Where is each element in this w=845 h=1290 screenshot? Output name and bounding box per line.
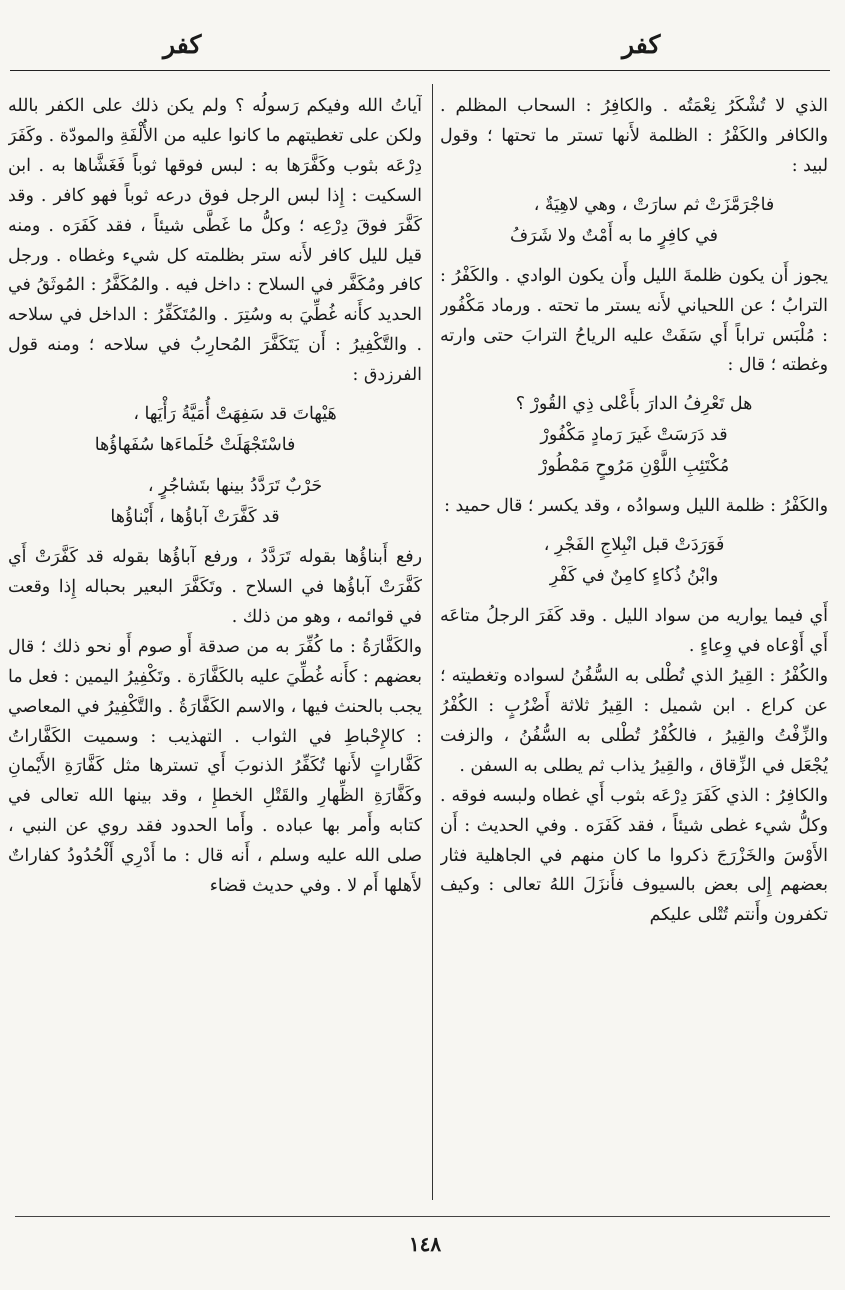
verse-block bbox=[440, 530, 828, 592]
left-column bbox=[8, 92, 422, 1202]
verse-line: هَيْهاتَ قد سَفِهَتْ أُمَيَّةُ رَأْيَها ، bbox=[133, 404, 337, 425]
verse-line: فاسْتَجْهَلَتْ حُلَماءَها سُفَهاؤُها bbox=[94, 435, 296, 456]
page-number: ١٤٨ bbox=[408, 1232, 442, 1256]
verse-line: مُكْتَئِبِ اللَّوْنِ مَرُوحٍ مَمْطُورْ bbox=[538, 456, 730, 477]
verse-line: هل تَعْرِفُ الدارَ بأَعْلى ذِي القُورْ ؟ bbox=[515, 394, 753, 415]
verse-block bbox=[440, 389, 828, 482]
paragraph: أَي فيما يواريه من سواد الليل . وقد كَفَرَ الرجلُ متاعَه أَي أَوْعاه في وِعاءٍ . bbox=[440, 606, 828, 657]
verse-line: قد دَرَسَتْ غَيرَ رَمادٍ مَكْفُورْ bbox=[540, 425, 728, 446]
paragraph: رفع أَبناؤُها بقوله تَرَدَّدُ ، ورفع آباؤُها بقوله قد كَفَّرَتْ أَي كَفَّرَتْ آباؤُها في السلاح . وتَكَفَّرَ البعير بحباله إِذا وقعت في قوائمه ، وهو من ذلك . bbox=[8, 547, 422, 627]
right-column bbox=[440, 92, 828, 1210]
verse-line: قد كَفَّرَتْ آباؤُها ، أَبْناؤُها bbox=[110, 507, 280, 528]
verse-line: حَرْبٌ تَرَدَّدُ بينها بتَشاجُرٍ ، bbox=[147, 476, 323, 497]
verse-block bbox=[8, 471, 422, 533]
paragraph: والكافِرُ : الذي كَفَرَ دِرْعَه بثوب أَي غطاه ولبسه فوقه . وكلُّ شيء غطى شيئاً ، فقد كَفَرَه . وفي الحديث : أَن الأَوْسَ والخَزْرَجَ ذكروا ما كان منهم في الجاهلية فثار بعضهم إِلى بعض بالسيوف فأَنزَلَ اللهُ تعالى : وكيف تكفرون وأَنتم تُتْلى عليكم bbox=[440, 785, 828, 926]
paragraph: آياتُ الله وفيكم رَسولُه ؟ ولم يكن ذلك على الكفر بالله ولكن على تغطيتهم ما كانوا عليه من الأُلْفَةِ والمودّة . وكَفَرَ دِرْعَه بثوب وكَفَّرَها به : لبس فوقها ثوباً فَغَشَّاها به . ابن السكيت : إِذا لبس الرجل فوق درعه ثوباً فهو كافر . وقد كَفَّرَ فوقَ دِرْعِه ؛ وكلُّ ما غَطَّى شيئاً ، فقد كَفَرَه . ومنه قيل لليل كافر لأَنه ستر بظلمته كل شيء وغطاه . ورجل كافر ومُكَفَّر في السلاح : داخل فيه . والمُكَفَّرُ : المُوثَقُ في الحديد كأَنه غُطِّيَ به وسُتِرَ . والمُتَكَفِّرُ : الداخل في سلاحه . والتَّكْفِيرُ : أَن يَتَكَفَّرَ المُحارِبُ في سلاحه ؛ ومنه قول الفرزدق : bbox=[8, 96, 422, 386]
verse-line: في كافِرٍ ما به أَمْتٌ ولا شَرَفُ bbox=[510, 225, 718, 246]
verse-line: وابْنُ ذُكاءٍ كامِنٌ في كَفْرِ bbox=[549, 566, 719, 587]
column-divider bbox=[432, 84, 433, 1200]
paragraph: والكَفَّارَةُ : ما كُفِّرَ به من صدقة أَو صوم أَو نحو ذلك ؛ قال بعضهم : كأَنه غُطِّيَ عليه بالكَفَّارَة . وتَكْفِيرُ اليمين : فعل ما يجب بالحنث فيها ، والاسم الكَفَّارَةُ . والتَّكْفِيرُ في المعاصي : كالإِحْباطِ في الثواب . التهذيب : وسميت الكَفَّاراتُ كَفَّاراتٍ لأَنها تُكَفِّرُ الذنوبَ أَي تسترها مثل كَفَّارَةِ الأَيْمانِ وكَفَّارَةِ الظِّهارِ والقَتْلِ الخطإِ ، وقد بينها الله تعالى في كتابه وأَمر بها عباده . وأَما الحدود فقد روي عن النبي ، صلى الله عليه وسلم ، أَنه قال : ما أَدْرِي أَلْحُدُودُ كفاراتٌ لأَهلها أَم لا . وفي حديث قضاء bbox=[8, 636, 422, 897]
running-head-right: كفر bbox=[622, 30, 661, 59]
verse-line: فاجْرَمَّزَتْ ثم سارَتْ ، وهي لاهِيَةٌ ، bbox=[533, 194, 775, 215]
running-head-left: كفر bbox=[163, 30, 202, 59]
paragraph: والكَفْرُ : ظلمة الليل وسوادُه ، وقد يكسر ؛ قال حميد : bbox=[444, 496, 828, 517]
verse-block bbox=[440, 190, 828, 252]
header-rule bbox=[10, 70, 830, 71]
paragraph: والكُفْرُ : القِيرُ الذي تُطْلى به السُّفُنُ لسواده وتغطيته ؛ عن كراع . ابن شميل : القِيرُ ثلاثة أَضْرُبٍ : الكُفْرُ والزِّفْتُ والقِيرُ ، فالكُفْرُ تُطْلى به السُّفُنُ ، والزفت يُجْعَل في الزِّقاق ، والقِيرُ يذاب ثم يطلى به السفن . bbox=[440, 666, 828, 776]
paragraph: الذي لا تُشْكَرُ نِعْمَتُه . والكافِرُ : السحاب المظلم . والكافر والكَفْرُ : الظلمة لأَنها تستر ما تحتها ؛ وقول لبيد : bbox=[440, 96, 828, 176]
verse-line: فَوَرَدَتْ قبل انْبِلاجِ الفَجْرِ ، bbox=[543, 535, 725, 556]
paragraph: يجوز أَن يكون ظلمةَ الليل وأَن يكون الوادي . والكَفْرُ : الترابُ ؛ عن اللحياني لأَنه يستر ما تحته . ورماد مَكْفُور : مُلْبَس تراباً أَي سَفَتْ عليه الرياحُ الترابَ حتى وارته وغطته ؛ قال : bbox=[440, 265, 828, 376]
verse-block bbox=[8, 399, 422, 461]
footer-rule bbox=[15, 1216, 830, 1217]
